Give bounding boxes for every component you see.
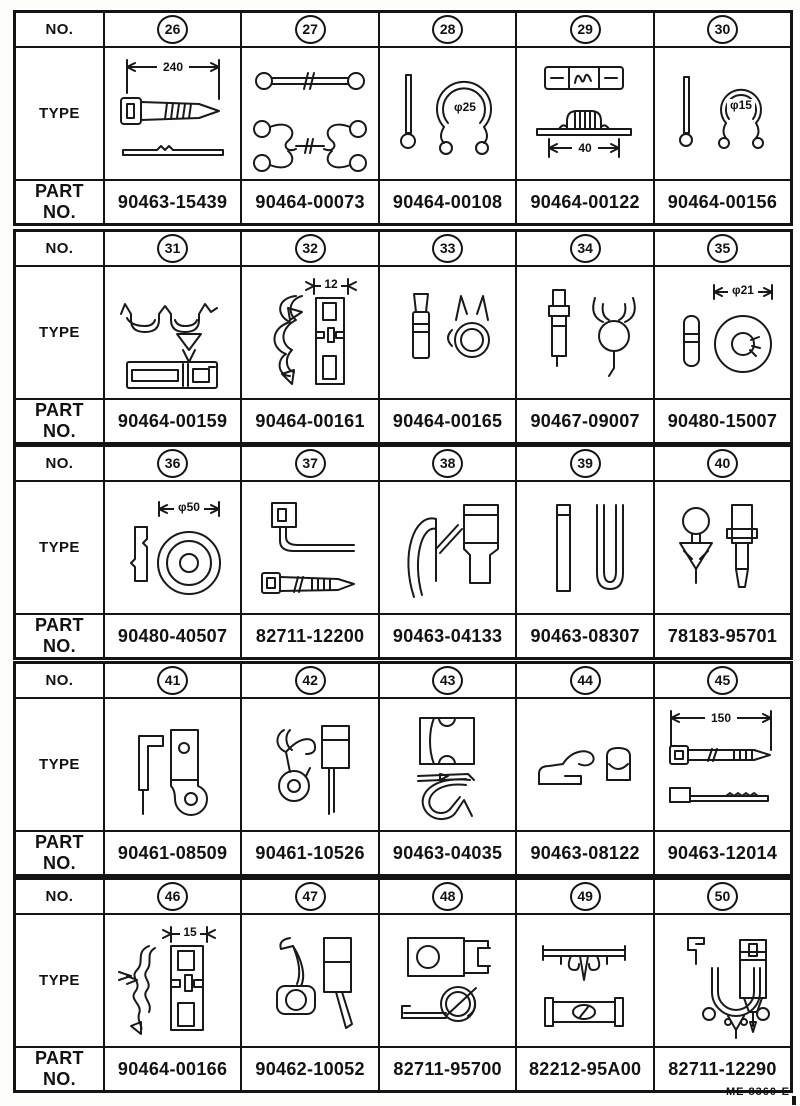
circled-number: 48 (432, 882, 463, 911)
side-clip-and-disc-grommet-icon (107, 485, 239, 611)
part-number-cell: 90463-08307 (516, 614, 654, 659)
part-number-cell: 82711-12200 (241, 614, 379, 659)
svg-text:φ15: φ15 (730, 97, 753, 112)
part-number-cell: 90464-00165 (379, 399, 517, 444)
type-cell (654, 914, 792, 1047)
circled-number: 50 (707, 882, 738, 911)
svg-text:240: 240 (162, 59, 183, 74)
part-number-cell: 90464-00161 (241, 399, 379, 444)
part-number-badge-cell (241, 446, 379, 482)
circled-number: 45 (707, 666, 738, 695)
part-number-badge-cell (516, 231, 654, 267)
row-label-part: PART NO. (15, 614, 104, 659)
circled-number: 39 (570, 449, 601, 478)
part-number-badge-cell (654, 663, 792, 699)
part-number-cell: 78183-95701 (654, 614, 792, 659)
type-cell (379, 481, 517, 614)
circled-number: 33 (432, 234, 463, 263)
hook-bracket-and-plate-icon (107, 702, 239, 828)
part-number-badge-cell (379, 663, 517, 699)
circled-number: 34 (570, 234, 601, 263)
row-label-type: TYPE (15, 914, 104, 1047)
part-number-badge-cell (104, 231, 242, 267)
page-code: ME 8360-E (725, 1086, 790, 1098)
wire-spring-clip-and-block-icon (382, 485, 514, 611)
c-clamp-and-cylinder-icon (656, 918, 788, 1044)
part-number-cell: 90463-15439 (104, 180, 242, 225)
type-cell (516, 698, 654, 831)
part-number-cell: 90480-15007 (654, 399, 792, 444)
row-label-type: TYPE (15, 698, 104, 831)
type-cell (654, 698, 792, 831)
circled-number: 43 (432, 666, 463, 695)
part-number-cell: 90462-10052 (241, 1047, 379, 1092)
part-number-badge-cell (654, 12, 792, 48)
circled-number: 44 (570, 666, 601, 695)
circled-number: 46 (157, 882, 188, 911)
type-cell (104, 266, 242, 399)
type-cell (104, 914, 242, 1047)
circled-number: 42 (295, 666, 326, 695)
circled-number: 28 (432, 15, 463, 44)
row-label-no: NO. (15, 879, 104, 915)
circled-number: 41 (157, 666, 188, 695)
type-cell (104, 698, 242, 831)
circled-number: 27 (295, 15, 326, 44)
circled-number: 40 (707, 449, 738, 478)
type-cell (654, 266, 792, 399)
part-number-badge-cell (379, 446, 517, 482)
svg-text:φ50: φ50 (177, 499, 200, 514)
part-number-cell: 82711-95700 (379, 1047, 517, 1092)
circled-number: 29 (570, 15, 601, 44)
circled-number: 26 (157, 15, 188, 44)
svg-text:40: 40 (578, 140, 592, 155)
part-number-cell: 90480-40507 (104, 614, 242, 659)
stud-and-loop-clip-icon (519, 270, 651, 396)
circled-number: 47 (295, 882, 326, 911)
part-number-badge-cell (516, 446, 654, 482)
type-cell (379, 47, 517, 180)
part-number-badge-cell (379, 12, 517, 48)
part-number-badge-cell (104, 879, 242, 915)
row-label-type: TYPE (15, 266, 104, 399)
parts-table-46-50 (13, 877, 793, 1093)
part-number-badge-cell (104, 446, 242, 482)
type-cell (379, 698, 517, 831)
part-number-cell: 90461-08509 (104, 831, 242, 876)
type-cell (654, 481, 792, 614)
part-number-badge-cell (379, 231, 517, 267)
row-label-no: NO. (15, 446, 104, 482)
part-number-badge-cell (654, 446, 792, 482)
part-number-badge-cell (241, 879, 379, 915)
part-number-badge-cell (516, 663, 654, 699)
type-cell (379, 266, 517, 399)
svg-text:150: 150 (711, 710, 732, 725)
part-number-cell: 90464-00108 (379, 180, 517, 225)
type-cell (104, 481, 242, 614)
type-cell (241, 481, 379, 614)
part-number-badge-cell (379, 879, 517, 915)
parts-table-26-30 (13, 10, 793, 226)
circled-number: 36 (157, 449, 188, 478)
row-label-no: NO. (15, 12, 104, 48)
parts-table-41-45 (13, 661, 793, 877)
type-cell (516, 914, 654, 1047)
circled-number: 31 (157, 234, 188, 263)
cable-tie-icon (107, 51, 239, 177)
part-number-cell: 90461-10526 (241, 831, 379, 876)
type-cell (241, 266, 379, 399)
part-number-cell: 90464-00166 (104, 1047, 242, 1092)
type-cell (516, 47, 654, 180)
part-number-cell: 90467-09007 (516, 399, 654, 444)
pin-and-small-ring-clip-icon (656, 51, 788, 177)
circled-number: 49 (570, 882, 601, 911)
strip-and-u-clip-icon (519, 485, 651, 611)
hook-clip-and-saddle-icon (519, 702, 651, 828)
lever-bracket-and-flag-icon (244, 702, 376, 828)
part-number-badge-cell (241, 663, 379, 699)
pin-and-ring-clip-icon (382, 51, 514, 177)
part-number-cell: 82212-95A00 (516, 1047, 654, 1092)
row-label-part: PART NO. (15, 180, 104, 225)
type-cell (241, 698, 379, 831)
wave-bracket-and-channel-clip-icon (107, 918, 239, 1044)
svg-text:φ25: φ25 (453, 99, 476, 114)
part-number-cell: 90464-00122 (516, 180, 654, 225)
row-label-no: NO. (15, 231, 104, 267)
row-label-part: PART NO. (15, 399, 104, 444)
svg-text:φ21: φ21 (732, 282, 755, 297)
type-cell (379, 914, 517, 1047)
part-number-badge-cell (104, 12, 242, 48)
circled-number: 38 (432, 449, 463, 478)
type-cell (516, 266, 654, 399)
svg-text:15: 15 (182, 924, 197, 939)
part-number-cell: 90464-00159 (104, 399, 242, 444)
part-number-cell: 90463-12014 (654, 831, 792, 876)
rod-and-double-hook-clip-icon (244, 51, 376, 177)
scan-edge-mark (792, 1096, 796, 1105)
type-cell (516, 481, 654, 614)
grommet-and-washer-icon (656, 270, 788, 396)
type-cell (654, 47, 792, 180)
cable-ties-icon (656, 702, 788, 828)
clamp-base-plate-icon (519, 51, 651, 177)
part-number-badge-cell (241, 12, 379, 48)
bent-bracket-and-blade-icon (244, 918, 376, 1044)
double-saddle-clip-and-block-icon (107, 270, 239, 396)
part-number-cell: 90463-04133 (379, 614, 517, 659)
push-pin-and-stud-icon (656, 485, 788, 611)
circled-number: 30 (707, 15, 738, 44)
row-label-part: PART NO. (15, 831, 104, 876)
row-label-no: NO. (15, 663, 104, 699)
hook-bracket-and-cable-tie-icon (244, 485, 376, 611)
s-bracket-and-channel-clip-icon (244, 270, 376, 396)
t-bar-clip-and-barrel-icon (519, 918, 651, 1044)
part-number-cell: 90464-00073 (241, 180, 379, 225)
part-number-badge-cell (654, 879, 792, 915)
part-number-cell: 90464-00156 (654, 180, 792, 225)
part-number-badge-cell (516, 12, 654, 48)
row-label-part: PART NO. (15, 1047, 104, 1092)
parts-table-31-35 (13, 229, 793, 445)
svg-text:12: 12 (324, 276, 338, 291)
block-and-p-clip-icon (382, 702, 514, 828)
type-cell (241, 914, 379, 1047)
row-label-type: TYPE (15, 47, 104, 180)
parts-table-36-40 (13, 444, 793, 660)
circled-number: 35 (707, 234, 738, 263)
row-label-type: TYPE (15, 481, 104, 614)
type-cell (104, 47, 242, 180)
type-cell (241, 47, 379, 180)
part-number-badge-cell (241, 231, 379, 267)
block-and-p-clamp-icon (382, 918, 514, 1044)
part-number-badge-cell (104, 663, 242, 699)
part-number-cell: 90463-08122 (516, 831, 654, 876)
part-number-badge-cell (516, 879, 654, 915)
part-number-badge-cell (654, 231, 792, 267)
part-number-cell: 82711-12290 (654, 1047, 792, 1092)
circled-number: 37 (295, 449, 326, 478)
circled-number: 32 (295, 234, 326, 263)
part-number-cell: 90463-04035 (379, 831, 517, 876)
stud-and-loop-clip-icon (382, 270, 514, 396)
